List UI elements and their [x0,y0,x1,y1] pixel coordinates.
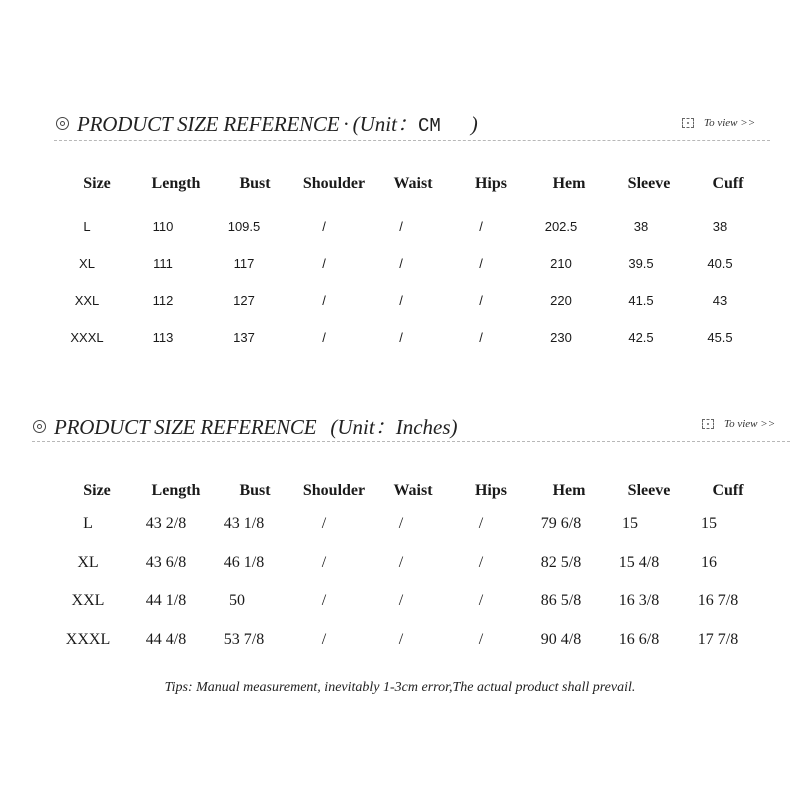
column-header: Bust [239,482,271,499]
column-header: Cuff [712,482,744,499]
table-cell: 43 6/8 [145,553,187,571]
unit-value: Inches [395,415,451,439]
table-cell: L [83,219,91,234]
table-cell: / [322,330,326,345]
table-cell: 38 [712,219,728,234]
table-cell: 210 [550,256,572,271]
table-header-row [50,175,770,212]
unit-open: (Unit： [330,415,396,439]
table-cell: / [478,553,484,571]
table-cell: / [321,515,327,532]
table-cell: 16 [701,553,717,571]
table-cell: / [479,293,483,308]
table-cell: 38 [633,219,649,234]
table-cell: 41.5 [628,293,654,308]
expand-icon [682,118,694,128]
column-header: Waist [393,482,433,499]
table-cell: XL [77,553,99,571]
unit-close: ) [450,415,458,439]
table-cell: 82 5/8 [540,553,582,571]
inch-section-heading [33,411,458,441]
table-cell: XXL [74,293,100,308]
table-cell: 127 [233,293,255,308]
table-cell: 46 1/8 [223,553,265,571]
table-cell: 44 1/8 [145,592,187,609]
table-cell: / [321,553,327,571]
table-cell: 15 [701,515,717,532]
column-header: Sleeve [627,175,671,192]
unit-open: (Unit： [352,112,418,136]
column-header: Size [83,482,111,499]
table-cell: 112 [152,293,174,308]
table-cell: / [399,256,403,271]
table-cell: 43 [712,293,728,308]
expand-icon [702,419,714,429]
column-header: Waist [393,175,433,192]
inch-section-title: PRODUCT SIZE REFERENCE [54,415,317,439]
table-cell: / [322,293,326,308]
table-cell: 43 1/8 [223,515,265,532]
table-header-row [50,482,770,519]
table-cell: / [398,515,404,532]
cm-unit-label [353,108,478,138]
table-cell: 137 [233,330,255,345]
view-link-label: To view >> [704,117,756,129]
table-cell: 113 [152,330,174,345]
cm-view-link[interactable] [682,117,755,129]
table-cell: 50 [229,592,245,609]
cm-section-title: PRODUCT SIZE REFERENCE [77,112,340,136]
table-cell: 111 [153,256,173,271]
column-header: Hem [552,175,586,192]
table-cell: / [479,256,483,271]
column-header: Shoulder [302,482,366,499]
cm-section-heading [56,108,478,138]
table-cell: / [479,219,483,234]
target-icon [56,117,69,130]
table-cell: 220 [550,293,572,308]
table-cell: 45.5 [707,330,733,345]
table-cell: 15 [622,515,638,532]
column-header: Size [83,175,111,192]
table-row [50,554,770,593]
table-cell: / [479,330,483,345]
table-cell: 90 4/8 [540,630,582,648]
table-cell: / [478,515,484,532]
table-cell: 109.5 [227,219,261,234]
column-header: Bust [239,175,271,192]
table-cell: 43 2/8 [145,515,187,532]
table-cell: / [398,553,404,571]
table-cell: 15 4/8 [618,553,660,571]
table-cell: XXL [71,592,105,609]
table-cell: 16 3/8 [618,592,660,609]
title-separator: · [343,112,349,136]
column-header: Sleeve [627,482,671,499]
table-cell: / [398,630,404,648]
inch-view-link[interactable] [702,418,775,430]
table-cell: 16 7/8 [697,592,739,609]
table-cell: / [322,256,326,271]
table-cell: / [398,592,404,609]
table-row [50,631,770,670]
column-header: Length [151,175,201,192]
table-cell: / [478,592,484,609]
table-cell: 202.5 [544,219,578,234]
table-row [50,515,770,554]
table-cell: / [399,293,403,308]
table-cell: / [478,630,484,648]
column-header: Length [151,482,201,499]
column-header: Hips [474,482,507,499]
column-header: Shoulder [302,175,366,192]
table-row [50,293,770,330]
cm-divider [54,140,770,141]
table-cell: / [399,219,403,234]
table-cell: / [322,219,326,234]
table-cell: 16 6/8 [618,630,660,648]
table-row [50,592,770,631]
table-cell: 79 6/8 [540,515,582,532]
table-cell: 44 4/8 [145,630,187,648]
table-cell: 230 [550,330,572,345]
unit-value: CM [417,115,441,137]
inch-size-table [50,482,770,673]
inch-unit-label [330,411,457,441]
column-header: Hips [474,175,507,192]
table-cell: / [321,592,327,609]
table-cell: 86 5/8 [540,592,582,609]
table-cell: 40.5 [707,256,733,271]
table-cell: XXXL [70,330,104,345]
table-cell: / [399,330,403,345]
table-cell: XXXL [65,630,111,648]
column-header: Hem [552,482,586,499]
table-row [50,330,770,367]
inch-divider [32,441,790,442]
table-row [50,256,770,293]
table-cell: 117 [233,256,255,271]
column-header: Cuff [712,175,744,192]
table-cell: 39.5 [628,256,654,271]
table-cell: 53 7/8 [223,630,265,648]
table-cell: / [321,630,327,648]
table-cell: L [83,515,93,532]
cm-size-table [50,175,770,360]
measurement-tips: Tips: Manual measurement, inevitably 1-3cm error,The actual product shall prevail. [164,680,636,695]
table-cell: XL [79,256,95,271]
table-cell: 110 [152,219,174,234]
target-icon [33,420,46,433]
unit-close: ) [470,112,478,136]
table-cell: 42.5 [628,330,654,345]
table-cell: 17 7/8 [697,630,739,648]
view-link-label: To view >> [724,418,776,430]
table-row [50,219,770,256]
